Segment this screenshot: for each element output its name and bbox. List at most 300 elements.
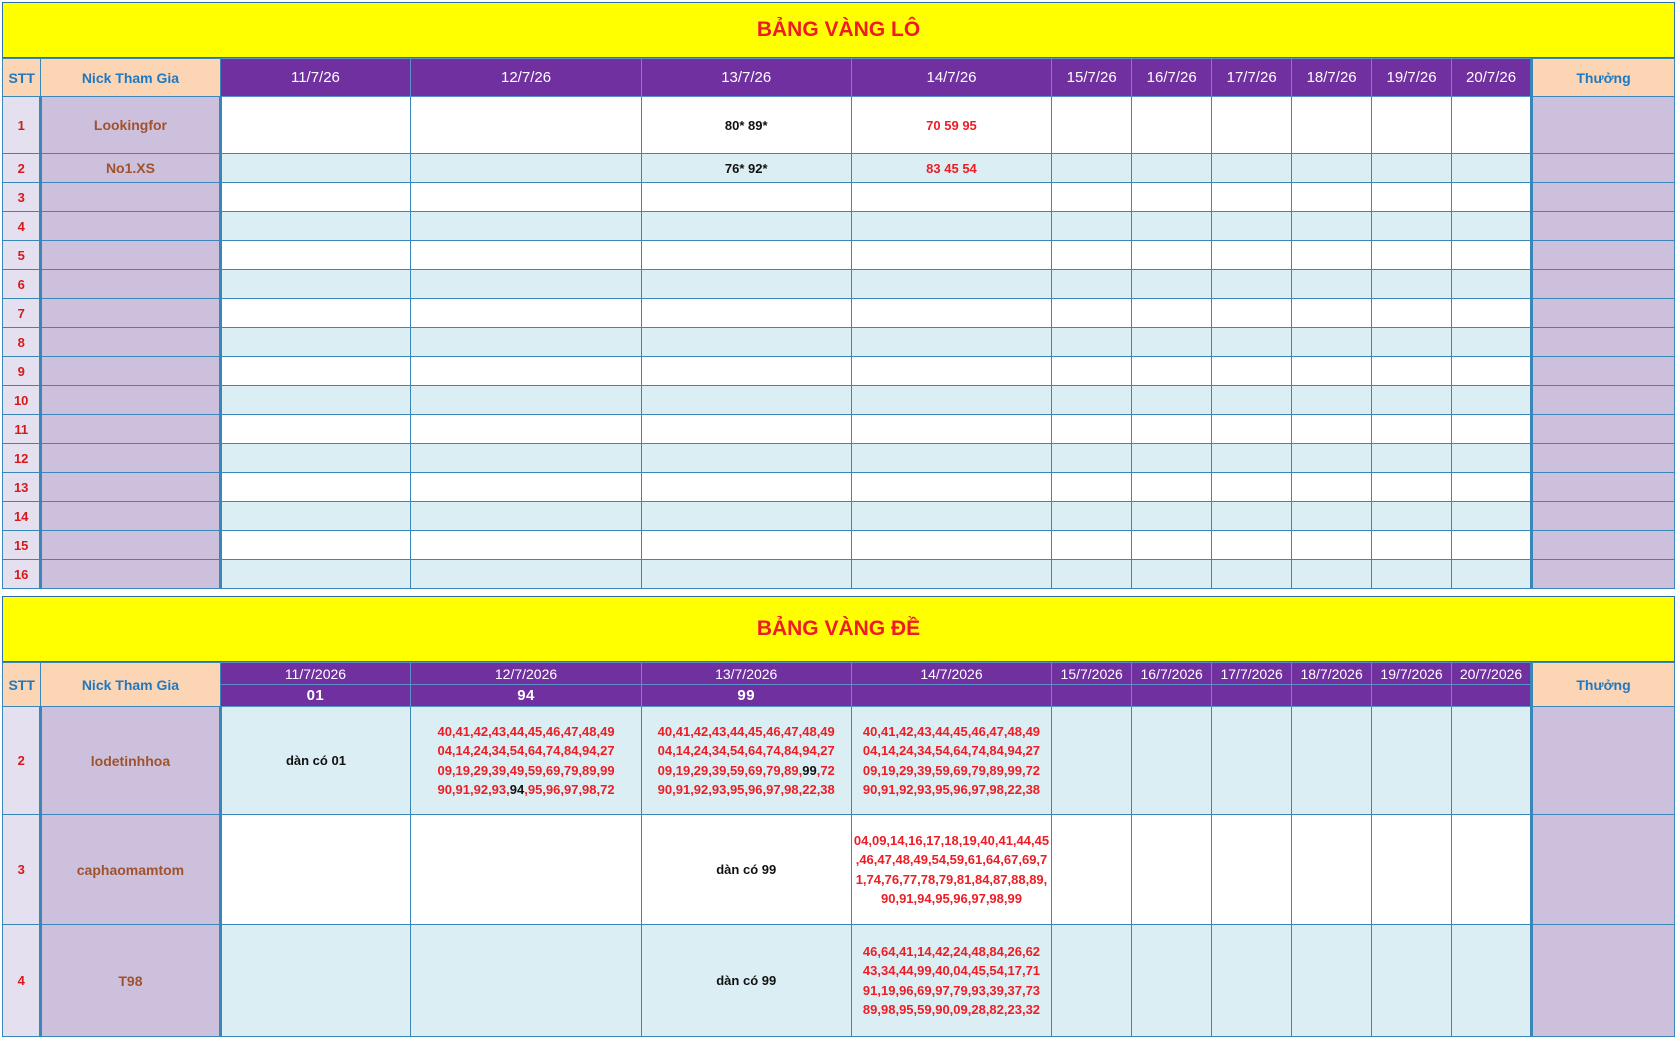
- lo-cell[interactable]: [1292, 415, 1372, 444]
- de-cell[interactable]: [220, 925, 411, 1037]
- de-result-value: [1372, 685, 1452, 707]
- lo-prize-cell[interactable]: [1532, 386, 1675, 415]
- lo-prize-cell[interactable]: [1532, 328, 1675, 357]
- de-cell-line: 90,91,94,95,96,97,98,99: [881, 891, 1022, 906]
- lo-cell[interactable]: [220, 386, 411, 415]
- de-cell-line: 40,41,42,43,44,45,46,47,48,49: [437, 723, 615, 739]
- lo-cell[interactable]: [1292, 444, 1372, 473]
- lo-cell[interactable]: [1132, 444, 1212, 473]
- de-prize-cell[interactable]: [1532, 707, 1675, 815]
- lo-row-stt: 12: [3, 444, 41, 473]
- de-cell[interactable]: [411, 815, 641, 925]
- de-title-banner: [2, 596, 1675, 662]
- de-title: BẢNG VÀNG ĐỀ: [756, 617, 921, 640]
- lo-cell[interactable]: [220, 97, 411, 154]
- lo-cell[interactable]: [1052, 212, 1132, 241]
- lo-row-nick[interactable]: [41, 531, 220, 560]
- de-row-nick[interactable]: lodetinhhoa: [41, 707, 220, 815]
- lo-cell[interactable]: [641, 328, 851, 357]
- de-header-date: 20/7/2026: [1452, 663, 1532, 685]
- lo-cell[interactable]: [220, 154, 411, 183]
- de-cell-line: 09,19,29,39,49,59,69,79,89,99: [437, 762, 615, 778]
- lo-cell[interactable]: [220, 270, 411, 299]
- lo-title: BẢNG VÀNG LÔ: [756, 18, 921, 41]
- lo-cell[interactable]: [1292, 357, 1372, 386]
- lo-cell[interactable]: [220, 502, 411, 531]
- lo-row-stt: 9: [3, 357, 41, 386]
- lo-row-nick[interactable]: [41, 444, 220, 473]
- lo-row-stt: 13: [3, 473, 41, 502]
- de-header-date: 12/7/2026: [411, 663, 641, 685]
- lo-cell[interactable]: [1372, 154, 1452, 183]
- lo-table-body: [3, 97, 1675, 589]
- de-cell-line: [411, 780, 640, 800]
- lo-cell[interactable]: [1132, 473, 1212, 502]
- lo-row-nick[interactable]: Lookingfor: [41, 97, 220, 154]
- lo-cell[interactable]: [1372, 560, 1452, 589]
- de-cell[interactable]: [1452, 815, 1532, 925]
- de-prize-cell[interactable]: [1532, 925, 1675, 1037]
- de-row-nick[interactable]: caphaomamtom: [41, 815, 220, 925]
- lo-cell[interactable]: [1132, 299, 1212, 328]
- de-table: [2, 662, 1675, 1037]
- lo-table-row: [3, 473, 1675, 502]
- lo-prize-cell[interactable]: [1532, 415, 1675, 444]
- de-cell[interactable]: [220, 815, 411, 925]
- lo-cell[interactable]: [1452, 212, 1532, 241]
- lo-cell[interactable]: [1452, 97, 1532, 154]
- de-cell-text: 09,19,29,39,59,69,79,89,: [657, 762, 803, 778]
- lo-cell[interactable]: [851, 241, 1051, 270]
- lo-row-nick[interactable]: [41, 473, 220, 502]
- de-cell[interactable]: [1132, 815, 1212, 925]
- de-cell[interactable]: [1212, 707, 1292, 815]
- lo-header-date: 15/7/26: [1052, 59, 1132, 97]
- de-row-stt: 2: [3, 707, 41, 815]
- lo-cell[interactable]: [220, 212, 411, 241]
- lo-cell[interactable]: [1292, 531, 1372, 560]
- lo-cell[interactable]: [1132, 328, 1212, 357]
- lo-table-row: [3, 444, 1675, 473]
- lo-cell[interactable]: [220, 531, 411, 560]
- lo-cell[interactable]: [411, 560, 641, 589]
- lo-cell[interactable]: [411, 357, 641, 386]
- de-cell[interactable]: dàn có 99: [641, 925, 851, 1037]
- lo-cell[interactable]: [851, 183, 1051, 212]
- lo-cell[interactable]: [1052, 241, 1132, 270]
- lo-cell[interactable]: 83 45 54: [851, 154, 1051, 183]
- lo-cell[interactable]: [641, 241, 851, 270]
- lo-table-row: [3, 299, 1675, 328]
- lo-cell[interactable]: [1452, 531, 1532, 560]
- lo-cell[interactable]: [1132, 415, 1212, 444]
- de-cell[interactable]: [1052, 815, 1132, 925]
- lo-cell[interactable]: [220, 415, 411, 444]
- lo-cell[interactable]: [411, 444, 641, 473]
- de-cell-line: 90,91,92,93,95,96,97,98,22,38: [657, 782, 835, 797]
- lo-row-nick[interactable]: [41, 328, 220, 357]
- de-header-row: [3, 663, 1675, 685]
- lo-cell[interactable]: [1052, 531, 1132, 560]
- de-cell-line: 04,14,24,34,54,64,74,84,94,27: [657, 743, 835, 758]
- lo-prize-cell[interactable]: [1532, 473, 1675, 502]
- lo-header-prize: Thưởng: [1532, 59, 1675, 97]
- lo-cell[interactable]: [1372, 183, 1452, 212]
- de-cell-line: 1,74,76,77,78,79,81,84,87,88,89,: [855, 871, 1048, 887]
- lo-cell[interactable]: [1372, 415, 1452, 444]
- de-hit-number: 99: [802, 762, 817, 778]
- lo-cell[interactable]: [1292, 299, 1372, 328]
- de-cell-line: 90,91,92,93,95,96,97,98,22,38: [862, 782, 1041, 797]
- lo-cell[interactable]: [1132, 241, 1212, 270]
- de-result-value: [1052, 685, 1132, 707]
- de-cell-line: [642, 761, 851, 781]
- de-header-date: 14/7/2026: [851, 663, 1051, 685]
- lo-cell[interactable]: [1372, 502, 1452, 531]
- lo-prize-cell[interactable]: [1532, 502, 1675, 531]
- lo-title-banner: [2, 2, 1675, 58]
- lo-cell[interactable]: [1052, 473, 1132, 502]
- lo-cell[interactable]: [1452, 444, 1532, 473]
- lo-prize-cell[interactable]: [1532, 357, 1675, 386]
- lo-cell[interactable]: [411, 531, 641, 560]
- lo-table-row: [3, 415, 1675, 444]
- lo-cell[interactable]: [641, 560, 851, 589]
- de-cell-text: ,95,96,97,98,72: [524, 782, 615, 797]
- lo-cell[interactable]: [1372, 328, 1452, 357]
- de-hit-number: 94: [509, 782, 525, 797]
- de-cell[interactable]: [1452, 707, 1532, 815]
- lo-cell[interactable]: [1052, 415, 1132, 444]
- de-header-date: 17/7/2026: [1212, 663, 1292, 685]
- lo-cell[interactable]: [1132, 270, 1212, 299]
- lo-row-nick[interactable]: [41, 502, 220, 531]
- de-prize-cell[interactable]: [1532, 815, 1675, 925]
- lo-row-nick[interactable]: [41, 560, 220, 589]
- de-cell[interactable]: [1212, 815, 1292, 925]
- lo-cell[interactable]: [1212, 357, 1292, 386]
- lo-cell[interactable]: [1292, 560, 1372, 589]
- lo-prize-cell[interactable]: [1532, 183, 1675, 212]
- de-result-value: 94: [411, 685, 641, 707]
- de-header-date: 11/7/2026: [220, 663, 411, 685]
- de-cell[interactable]: [1372, 925, 1452, 1037]
- lo-cell[interactable]: [1452, 473, 1532, 502]
- de-cell[interactable]: [1292, 707, 1372, 815]
- lo-cell[interactable]: [1212, 386, 1292, 415]
- lo-cell[interactable]: [641, 270, 851, 299]
- lo-cell[interactable]: [1372, 212, 1452, 241]
- lo-cell[interactable]: [220, 241, 411, 270]
- lo-cell[interactable]: [1212, 154, 1292, 183]
- de-result-value: [1132, 685, 1212, 707]
- de-cell-line: ,46,47,48,49,54,59,61,64,67,69,7: [855, 852, 1048, 867]
- lo-row-nick[interactable]: [41, 357, 220, 386]
- lo-cell[interactable]: [220, 560, 411, 589]
- lo-cell[interactable]: [1292, 212, 1372, 241]
- de-result-value: [1292, 685, 1372, 707]
- de-cell-text: ,72: [816, 762, 835, 778]
- lo-cell[interactable]: [1212, 241, 1292, 270]
- lo-cell[interactable]: [411, 270, 641, 299]
- lo-row-nick[interactable]: [41, 386, 220, 415]
- lo-cell[interactable]: [1212, 502, 1292, 531]
- lo-cell[interactable]: [1132, 357, 1212, 386]
- lo-cell[interactable]: [1292, 97, 1372, 154]
- lo-prize-cell[interactable]: [1532, 154, 1675, 183]
- lo-cell[interactable]: 70 59 95: [851, 97, 1051, 154]
- lo-cell[interactable]: [851, 444, 1051, 473]
- lo-prize-cell[interactable]: [1532, 444, 1675, 473]
- lo-cell[interactable]: [641, 299, 851, 328]
- lo-cell[interactable]: [641, 212, 851, 241]
- de-cell[interactable]: [1292, 925, 1372, 1037]
- lo-cell[interactable]: [1372, 97, 1452, 154]
- lo-cell[interactable]: [1452, 502, 1532, 531]
- lo-cell[interactable]: [851, 299, 1051, 328]
- lo-row-nick[interactable]: [41, 183, 220, 212]
- de-cell-line: 43,34,44,99,40,04,45,54,17,71: [862, 963, 1041, 978]
- lo-row-nick[interactable]: [41, 241, 220, 270]
- lo-cell[interactable]: [641, 357, 851, 386]
- lo-row-stt: 16: [3, 560, 41, 589]
- lo-cell[interactable]: [641, 183, 851, 212]
- lo-cell[interactable]: [851, 357, 1051, 386]
- lo-cell[interactable]: [1372, 531, 1452, 560]
- lo-cell[interactable]: [1052, 183, 1132, 212]
- lo-cell[interactable]: [851, 531, 1051, 560]
- lo-cell[interactable]: [851, 386, 1051, 415]
- de-cell[interactable]: [1052, 707, 1132, 815]
- lo-cell[interactable]: [1372, 241, 1452, 270]
- lo-cell[interactable]: [411, 473, 641, 502]
- lo-cell[interactable]: [1452, 154, 1532, 183]
- lo-cell[interactable]: [1292, 502, 1372, 531]
- lo-cell[interactable]: [1212, 97, 1292, 154]
- lo-header-date: 18/7/26: [1292, 59, 1372, 97]
- lo-cell[interactable]: [1052, 97, 1132, 154]
- de-cell[interactable]: [851, 707, 1051, 815]
- de-cell[interactable]: [851, 815, 1051, 925]
- lo-table-row: [3, 212, 1675, 241]
- lo-cell[interactable]: [411, 212, 641, 241]
- lo-cell[interactable]: [1132, 386, 1212, 415]
- lo-cell[interactable]: [641, 473, 851, 502]
- lo-row-nick[interactable]: [41, 212, 220, 241]
- lo-cell[interactable]: [851, 415, 1051, 444]
- lo-row-nick[interactable]: [41, 299, 220, 328]
- lo-cell[interactable]: [1132, 560, 1212, 589]
- lo-row-stt: 1: [3, 97, 41, 154]
- lo-cell[interactable]: [411, 97, 641, 154]
- lo-cell[interactable]: [1212, 560, 1292, 589]
- lo-cell[interactable]: [1132, 183, 1212, 212]
- lo-row-stt: 3: [3, 183, 41, 212]
- lo-cell[interactable]: [220, 328, 411, 357]
- de-cell[interactable]: [1132, 707, 1212, 815]
- lo-cell[interactable]: [220, 183, 411, 212]
- lo-header-date: 16/7/26: [1132, 59, 1212, 97]
- lo-cell[interactable]: [411, 328, 641, 357]
- de-cell[interactable]: [1372, 707, 1452, 815]
- de-result-value: [1452, 685, 1532, 707]
- lo-cell[interactable]: [1052, 154, 1132, 183]
- lo-cell[interactable]: [1292, 270, 1372, 299]
- lo-cell[interactable]: [1212, 531, 1292, 560]
- lo-cell[interactable]: [1372, 444, 1452, 473]
- lo-row-nick[interactable]: [41, 415, 220, 444]
- de-cell[interactable]: [851, 925, 1051, 1037]
- lo-prize-cell[interactable]: [1532, 270, 1675, 299]
- lo-cell[interactable]: [1372, 473, 1452, 502]
- lo-cell[interactable]: [1052, 386, 1132, 415]
- de-cell-line: 91,19,96,69,97,79,93,39,37,73: [862, 982, 1041, 998]
- lo-cell[interactable]: [1372, 299, 1452, 328]
- lo-cell[interactable]: [220, 357, 411, 386]
- lo-cell[interactable]: [1452, 415, 1532, 444]
- lo-row-stt: 6: [3, 270, 41, 299]
- de-cell[interactable]: [1292, 815, 1372, 925]
- lo-cell[interactable]: [851, 502, 1051, 531]
- lo-cell[interactable]: [1452, 560, 1532, 589]
- lo-cell[interactable]: [1212, 270, 1292, 299]
- lo-cell[interactable]: [411, 502, 641, 531]
- de-cell[interactable]: [1052, 925, 1132, 1037]
- de-result-row: [3, 685, 1675, 707]
- lo-cell[interactable]: [1052, 299, 1132, 328]
- de-cell[interactable]: [411, 707, 641, 815]
- lo-cell[interactable]: [411, 154, 641, 183]
- lo-cell[interactable]: [851, 473, 1051, 502]
- de-cell[interactable]: dàn có 01: [220, 707, 411, 815]
- lo-cell[interactable]: [1052, 444, 1132, 473]
- de-cell-line: 40,41,42,43,44,45,46,47,48,49: [862, 723, 1041, 739]
- lo-cell[interactable]: [1212, 299, 1292, 328]
- de-cell[interactable]: [1452, 925, 1532, 1037]
- lo-cell[interactable]: [1452, 241, 1532, 270]
- lo-cell[interactable]: [1212, 444, 1292, 473]
- lo-cell[interactable]: [1292, 154, 1372, 183]
- lo-header-date: 17/7/26: [1212, 59, 1292, 97]
- lo-cell[interactable]: [641, 386, 851, 415]
- lo-cell[interactable]: [1212, 212, 1292, 241]
- lo-row-stt: 8: [3, 328, 41, 357]
- lo-row-stt: 10: [3, 386, 41, 415]
- lo-cell[interactable]: [411, 241, 641, 270]
- de-table-row: [3, 707, 1675, 815]
- lo-header-date: 11/7/26: [220, 59, 411, 97]
- lo-prize-cell[interactable]: [1532, 560, 1675, 589]
- de-cell[interactable]: [1132, 925, 1212, 1037]
- lo-cell[interactable]: [1212, 473, 1292, 502]
- lo-cell[interactable]: [1212, 328, 1292, 357]
- lo-cell[interactable]: [851, 328, 1051, 357]
- de-cell[interactable]: [411, 925, 641, 1037]
- lo-cell[interactable]: [1132, 531, 1212, 560]
- lo-cell[interactable]: [1292, 386, 1372, 415]
- lo-cell[interactable]: [1292, 183, 1372, 212]
- de-header-date: 19/7/2026: [1372, 663, 1452, 685]
- lo-prize-cell[interactable]: [1532, 241, 1675, 270]
- lo-header-row: [3, 59, 1675, 97]
- lo-cell[interactable]: [220, 299, 411, 328]
- lo-cell[interactable]: [1452, 299, 1532, 328]
- lo-cell[interactable]: [1452, 357, 1532, 386]
- lo-cell[interactable]: [1372, 386, 1452, 415]
- lo-cell[interactable]: [1292, 328, 1372, 357]
- de-result-value: 01: [220, 685, 411, 707]
- lo-cell[interactable]: [1132, 97, 1212, 154]
- lo-cell[interactable]: [1052, 270, 1132, 299]
- de-cell[interactable]: [641, 707, 851, 815]
- lo-cell[interactable]: [641, 444, 851, 473]
- de-cell-line: 89,98,95,59,90,09,28,82,23,32: [862, 1002, 1041, 1017]
- de-row-nick[interactable]: T98: [41, 925, 220, 1037]
- lo-cell[interactable]: [851, 212, 1051, 241]
- lo-cell[interactable]: [1132, 154, 1212, 183]
- lo-prize-cell[interactable]: [1532, 531, 1675, 560]
- lo-cell[interactable]: [411, 386, 641, 415]
- lo-cell[interactable]: [411, 415, 641, 444]
- lo-cell[interactable]: [411, 183, 641, 212]
- lo-row-stt: 7: [3, 299, 41, 328]
- lo-cell[interactable]: [1132, 212, 1212, 241]
- lo-cell[interactable]: [641, 531, 851, 560]
- lo-cell[interactable]: [641, 415, 851, 444]
- de-cell-line: 04,09,14,16,17,18,19,40,41,44,45: [853, 832, 1050, 848]
- lo-prize-cell[interactable]: [1532, 97, 1675, 154]
- lo-cell[interactable]: [1052, 328, 1132, 357]
- de-cell[interactable]: dàn có 99: [641, 815, 851, 925]
- lo-cell[interactable]: [411, 299, 641, 328]
- lo-cell[interactable]: [220, 473, 411, 502]
- lo-cell[interactable]: [1292, 241, 1372, 270]
- lo-cell[interactable]: [1372, 270, 1452, 299]
- lo-row-stt: 11: [3, 415, 41, 444]
- de-cell[interactable]: [1212, 925, 1292, 1037]
- lo-cell[interactable]: 76* 92*: [641, 154, 851, 183]
- lo-row-nick[interactable]: No1.XS: [41, 154, 220, 183]
- lo-row-stt: 14: [3, 502, 41, 531]
- lo-cell[interactable]: [1452, 386, 1532, 415]
- lo-cell[interactable]: [1212, 415, 1292, 444]
- lo-cell[interactable]: [1372, 357, 1452, 386]
- lo-cell[interactable]: [1052, 560, 1132, 589]
- lo-row-nick[interactable]: [41, 270, 220, 299]
- lo-cell[interactable]: [1052, 502, 1132, 531]
- de-cell[interactable]: [1372, 815, 1452, 925]
- lo-prize-cell[interactable]: [1532, 212, 1675, 241]
- lo-cell[interactable]: [1212, 183, 1292, 212]
- lo-table-row: [3, 560, 1675, 589]
- lo-cell[interactable]: [1052, 357, 1132, 386]
- lo-table: [2, 58, 1675, 589]
- de-header-date: 18/7/2026: [1292, 663, 1372, 685]
- lo-cell[interactable]: [1452, 183, 1532, 212]
- lo-cell[interactable]: [851, 270, 1051, 299]
- lo-cell[interactable]: [1452, 270, 1532, 299]
- lo-cell[interactable]: [1132, 502, 1212, 531]
- lo-prize-cell[interactable]: [1532, 299, 1675, 328]
- lo-cell[interactable]: [220, 444, 411, 473]
- lo-table-row: [3, 386, 1675, 415]
- de-result-value: [851, 685, 1051, 707]
- lo-cell[interactable]: 80* 89*: [641, 97, 851, 154]
- lo-cell[interactable]: [851, 560, 1051, 589]
- lo-cell[interactable]: [641, 502, 851, 531]
- lo-cell[interactable]: [1292, 473, 1372, 502]
- lo-cell[interactable]: [1452, 328, 1532, 357]
